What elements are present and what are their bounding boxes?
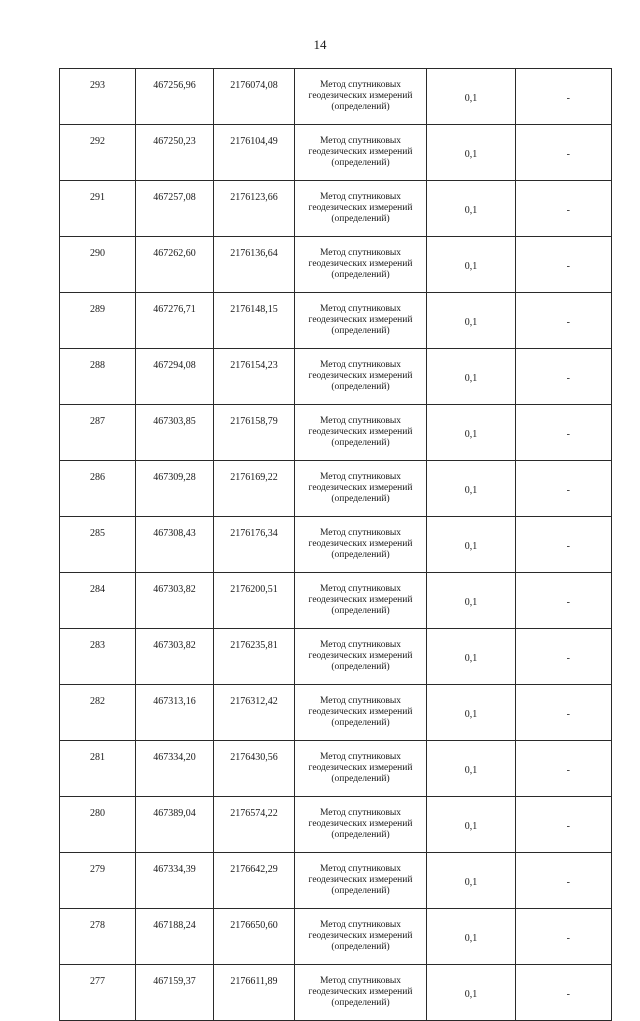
point-number-cell: 278 bbox=[60, 909, 136, 965]
method-cell: Метод спутниковых геодезических измерений (определений) bbox=[295, 69, 427, 125]
table-row bbox=[60, 405, 612, 461]
point-number-cell: 293 bbox=[60, 69, 136, 125]
note-cell: - bbox=[516, 461, 612, 517]
point-number-cell: 292 bbox=[60, 125, 136, 181]
accuracy-cell: 0,1 bbox=[427, 741, 516, 797]
accuracy-cell: 0,1 bbox=[427, 237, 516, 293]
point-number-cell: 287 bbox=[60, 405, 136, 461]
y-coordinate-cell: 2176200,51 bbox=[214, 573, 295, 629]
note-cell: - bbox=[516, 573, 612, 629]
note-cell: - bbox=[516, 293, 612, 349]
table-row bbox=[60, 909, 612, 965]
method-cell: Метод спутниковых геодезических измерений (определений) bbox=[295, 965, 427, 1021]
accuracy-cell: 0,1 bbox=[427, 293, 516, 349]
table-row bbox=[60, 181, 612, 237]
x-coordinate-cell: 467334,20 bbox=[136, 741, 214, 797]
method-cell: Метод спутниковых геодезических измерений (определений) bbox=[295, 461, 427, 517]
accuracy-cell: 0,1 bbox=[427, 517, 516, 573]
point-number-cell: 280 bbox=[60, 797, 136, 853]
note-cell: - bbox=[516, 965, 612, 1021]
accuracy-cell: 0,1 bbox=[427, 125, 516, 181]
x-coordinate-cell: 467250,23 bbox=[136, 125, 214, 181]
table-row bbox=[60, 965, 612, 1021]
point-number-cell: 284 bbox=[60, 573, 136, 629]
table-row bbox=[60, 69, 612, 125]
table-row bbox=[60, 685, 612, 741]
y-coordinate-cell: 2176158,79 bbox=[214, 405, 295, 461]
method-cell: Метод спутниковых геодезических измерений (определений) bbox=[295, 909, 427, 965]
x-coordinate-cell: 467303,82 bbox=[136, 573, 214, 629]
method-cell: Метод спутниковых геодезических измерений (определений) bbox=[295, 685, 427, 741]
method-cell: Метод спутниковых геодезических измерений (определений) bbox=[295, 797, 427, 853]
x-coordinate-cell: 467262,60 bbox=[136, 237, 214, 293]
coordinates-table-body bbox=[60, 69, 612, 1021]
point-number-cell: 291 bbox=[60, 181, 136, 237]
x-coordinate-cell: 467309,28 bbox=[136, 461, 214, 517]
table-row bbox=[60, 517, 612, 573]
accuracy-cell: 0,1 bbox=[427, 405, 516, 461]
x-coordinate-cell: 467188,24 bbox=[136, 909, 214, 965]
x-coordinate-cell: 467334,39 bbox=[136, 853, 214, 909]
y-coordinate-cell: 2176154,23 bbox=[214, 349, 295, 405]
accuracy-cell: 0,1 bbox=[427, 909, 516, 965]
y-coordinate-cell: 2176611,89 bbox=[214, 965, 295, 1021]
y-coordinate-cell: 2176104,49 bbox=[214, 125, 295, 181]
note-cell: - bbox=[516, 237, 612, 293]
accuracy-cell: 0,1 bbox=[427, 685, 516, 741]
accuracy-cell: 0,1 bbox=[427, 181, 516, 237]
point-number-cell: 281 bbox=[60, 741, 136, 797]
x-coordinate-cell: 467257,08 bbox=[136, 181, 214, 237]
method-cell: Метод спутниковых геодезических измерений (определений) bbox=[295, 125, 427, 181]
method-cell: Метод спутниковых геодезических измерений (определений) bbox=[295, 181, 427, 237]
table-row bbox=[60, 797, 612, 853]
accuracy-cell: 0,1 bbox=[427, 629, 516, 685]
y-coordinate-cell: 2176169,22 bbox=[214, 461, 295, 517]
y-coordinate-cell: 2176642,29 bbox=[214, 853, 295, 909]
point-number-cell: 289 bbox=[60, 293, 136, 349]
table-row bbox=[60, 349, 612, 405]
x-coordinate-cell: 467303,85 bbox=[136, 405, 214, 461]
method-cell: Метод спутниковых геодезических измерений (определений) bbox=[295, 573, 427, 629]
accuracy-cell: 0,1 bbox=[427, 461, 516, 517]
accuracy-cell: 0,1 bbox=[427, 573, 516, 629]
table-row bbox=[60, 573, 612, 629]
point-number-cell: 282 bbox=[60, 685, 136, 741]
accuracy-cell: 0,1 bbox=[427, 965, 516, 1021]
table-row bbox=[60, 629, 612, 685]
y-coordinate-cell: 2176136,64 bbox=[214, 237, 295, 293]
table-row bbox=[60, 853, 612, 909]
note-cell: - bbox=[516, 349, 612, 405]
method-cell: Метод спутниковых геодезических измерений (определений) bbox=[295, 349, 427, 405]
note-cell: - bbox=[516, 125, 612, 181]
table-row bbox=[60, 125, 612, 181]
y-coordinate-cell: 2176430,56 bbox=[214, 741, 295, 797]
coordinates-table bbox=[59, 68, 612, 1021]
x-coordinate-cell: 467389,04 bbox=[136, 797, 214, 853]
y-coordinate-cell: 2176574,22 bbox=[214, 797, 295, 853]
point-number-cell: 279 bbox=[60, 853, 136, 909]
point-number-cell: 285 bbox=[60, 517, 136, 573]
y-coordinate-cell: 2176148,15 bbox=[214, 293, 295, 349]
y-coordinate-cell: 2176312,42 bbox=[214, 685, 295, 741]
table-row bbox=[60, 741, 612, 797]
y-coordinate-cell: 2176123,66 bbox=[214, 181, 295, 237]
x-coordinate-cell: 467294,08 bbox=[136, 349, 214, 405]
y-coordinate-cell: 2176650,60 bbox=[214, 909, 295, 965]
point-number-cell: 283 bbox=[60, 629, 136, 685]
note-cell: - bbox=[516, 181, 612, 237]
note-cell: - bbox=[516, 741, 612, 797]
accuracy-cell: 0,1 bbox=[427, 349, 516, 405]
note-cell: - bbox=[516, 797, 612, 853]
accuracy-cell: 0,1 bbox=[427, 797, 516, 853]
x-coordinate-cell: 467256,96 bbox=[136, 69, 214, 125]
table-row bbox=[60, 237, 612, 293]
method-cell: Метод спутниковых геодезических измерений (определений) bbox=[295, 405, 427, 461]
note-cell: - bbox=[516, 517, 612, 573]
method-cell: Метод спутниковых геодезических измерений (определений) bbox=[295, 853, 427, 909]
accuracy-cell: 0,1 bbox=[427, 853, 516, 909]
y-coordinate-cell: 2176074,08 bbox=[214, 69, 295, 125]
y-coordinate-cell: 2176235,81 bbox=[214, 629, 295, 685]
note-cell: - bbox=[516, 405, 612, 461]
point-number-cell: 286 bbox=[60, 461, 136, 517]
note-cell: - bbox=[516, 69, 612, 125]
x-coordinate-cell: 467159,37 bbox=[136, 965, 214, 1021]
note-cell: - bbox=[516, 909, 612, 965]
note-cell: - bbox=[516, 629, 612, 685]
x-coordinate-cell: 467303,82 bbox=[136, 629, 214, 685]
point-number-cell: 288 bbox=[60, 349, 136, 405]
point-number-cell: 290 bbox=[60, 237, 136, 293]
method-cell: Метод спутниковых геодезических измерений (определений) bbox=[295, 629, 427, 685]
note-cell: - bbox=[516, 685, 612, 741]
y-coordinate-cell: 2176176,34 bbox=[214, 517, 295, 573]
method-cell: Метод спутниковых геодезических измерений (определений) bbox=[295, 741, 427, 797]
accuracy-cell: 0,1 bbox=[427, 69, 516, 125]
page-number: 14 bbox=[313, 37, 327, 52]
table-row bbox=[60, 293, 612, 349]
x-coordinate-cell: 467276,71 bbox=[136, 293, 214, 349]
point-number-cell: 277 bbox=[60, 965, 136, 1021]
note-cell: - bbox=[516, 853, 612, 909]
method-cell: Метод спутниковых геодезических измерений (определений) bbox=[295, 293, 427, 349]
method-cell: Метод спутниковых геодезических измерений (определений) bbox=[295, 517, 427, 573]
x-coordinate-cell: 467313,16 bbox=[136, 685, 214, 741]
x-coordinate-cell: 467308,43 bbox=[136, 517, 214, 573]
table-row bbox=[60, 461, 612, 517]
method-cell: Метод спутниковых геодезических измерений (определений) bbox=[295, 237, 427, 293]
